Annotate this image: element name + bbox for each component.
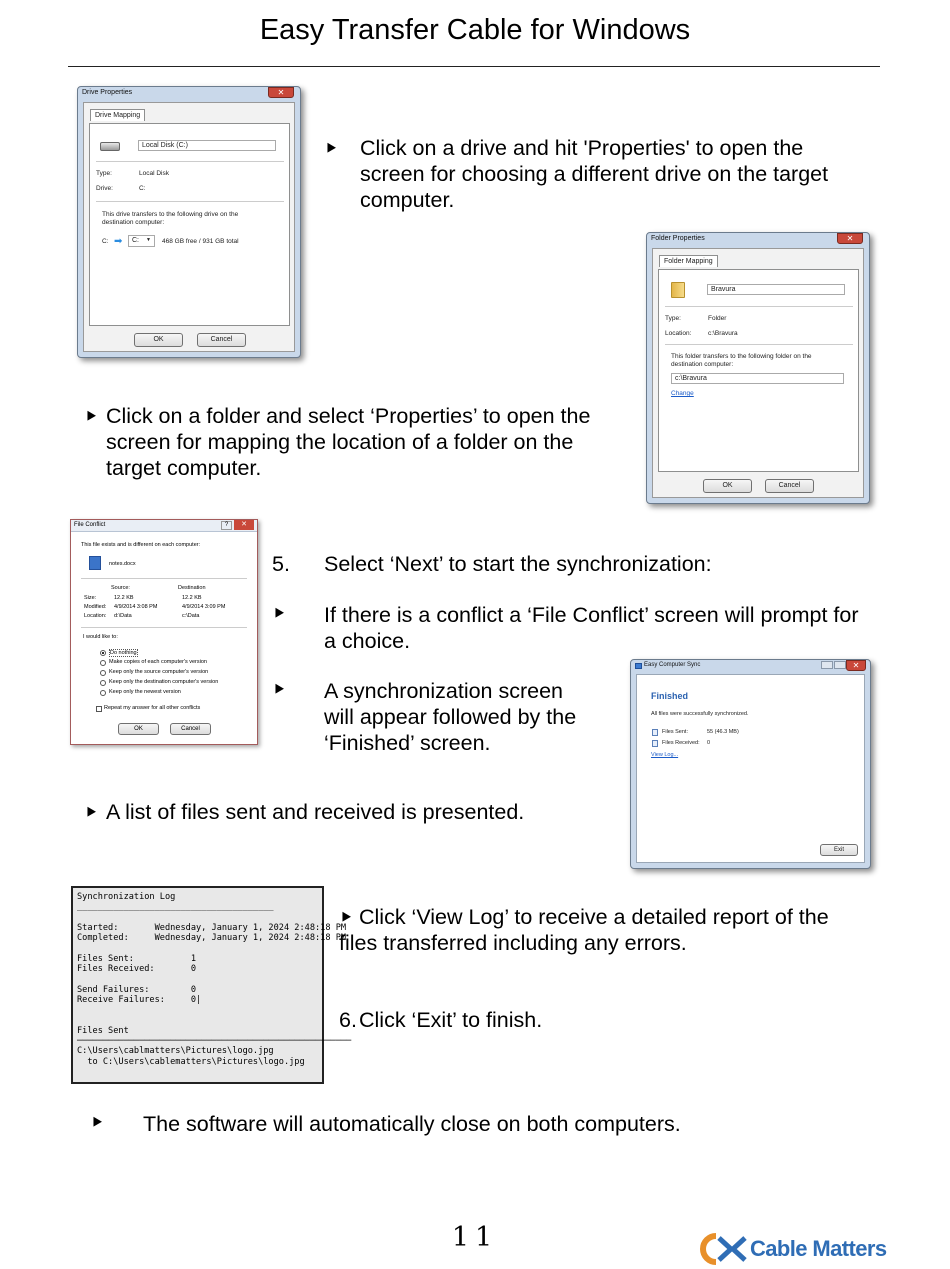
ok-button[interactable]: OK [134, 333, 183, 347]
destination-header: Destination [178, 585, 206, 591]
dialog-title: Drive Properties [82, 89, 133, 96]
file-conflict-dialog: File Conflict ? ✕ This file exists and is different on each computer: notes.docx Source: Destination Size: 12.2 KB 12.2 KB Modified: 4/9/2014 3:08 PM 4/9/2014 3:09 PM Location: d:\Data c:\Data I would like to: Do nothing Make copies of each computer's version Keep only the source computer's version Keep only the destination computer's version Keep only the newest version Repeat my answer for all other conflicts OK Cancel [70, 519, 258, 745]
step-6-text: Click ‘Exit’ to finish. [359, 1008, 543, 1032]
step-5-number: 5. [272, 552, 290, 576]
mapping-description: This drive transfers to the following drive on the destination computer: [102, 211, 239, 226]
radio-icon [100, 690, 106, 696]
title-divider [68, 66, 880, 67]
destination-folder-field[interactable]: c:\Bravura [671, 373, 844, 384]
dialog-body [652, 248, 864, 498]
drive-label: Drive: [96, 185, 113, 192]
chevron-down-icon: ▼ [146, 237, 151, 243]
type-label: Type: [665, 315, 681, 322]
drive-icon [100, 142, 120, 151]
source-header: Source: [111, 585, 130, 591]
sync-screen-instruction: A synchronization screen will appear followed by the ‘Finished’ screen. [324, 679, 577, 755]
cable-matters-logo [699, 1232, 887, 1266]
dialog-body [636, 674, 865, 863]
type-value: Local Disk [139, 170, 169, 177]
files-received-value: 0 [707, 740, 711, 746]
modified-label: Modified: [84, 604, 107, 610]
ok-button[interactable]: OK [118, 723, 159, 735]
file-name: notes.docx [109, 561, 136, 567]
minimize-button[interactable] [821, 661, 833, 669]
radio-selected-icon [100, 650, 106, 656]
maximize-button[interactable] [834, 661, 846, 669]
cancel-button[interactable]: Cancel [170, 723, 211, 735]
change-link[interactable]: Change [671, 390, 694, 397]
bullet-arrow-icon: ⯈ [84, 407, 99, 427]
drive-properties-dialog [77, 86, 301, 358]
divider [81, 578, 247, 579]
brand-name: Cable Matters [750, 1236, 887, 1261]
close-button[interactable]: ✕ [837, 233, 863, 244]
repeat-checkbox[interactable] [96, 706, 102, 712]
prompt-label: I would like to: [83, 634, 118, 640]
type-value: Folder [708, 315, 727, 322]
divider [96, 201, 284, 202]
files-sent-label: Files Sent: [662, 729, 688, 735]
tab-drive-mapping[interactable]: Drive Mapping [90, 109, 145, 121]
document-icon [89, 556, 101, 570]
arrow-right-icon: ➡ [114, 236, 123, 247]
view-log-instruction [339, 904, 864, 956]
location-source: d:\Data [114, 613, 132, 619]
files-sent-value: 55 (46.3 MB) [707, 729, 739, 735]
radio-icon [100, 670, 106, 676]
size-label: Size: [84, 595, 97, 601]
folder-properties-dialog [646, 232, 870, 504]
type-label: Type: [96, 170, 112, 177]
dialog-body [83, 102, 295, 352]
view-log-link[interactable]: View Log... [651, 752, 679, 758]
location-destination: c:\Data [182, 613, 200, 619]
tab-page [658, 269, 859, 472]
bullet-arrow-icon: ⯈ [272, 604, 287, 624]
ok-button[interactable]: OK [703, 479, 752, 493]
divider [81, 627, 247, 628]
instruction-text: Click ‘View Log’ to receive a detailed report of the files transferred including any errors. [339, 905, 829, 955]
files-sent-icon [652, 729, 658, 736]
list-files-instruction [84, 799, 624, 825]
step-6-number: 6. [339, 1008, 357, 1032]
bullet-arrow-icon: ⯈ [339, 908, 354, 928]
folder-name-field[interactable]: Bravura [707, 284, 845, 295]
app-icon [635, 663, 642, 669]
bullet-arrow-icon: ⯈ [90, 1113, 105, 1133]
mapping-description: This folder transfers to the following folder on the destination computer: [671, 353, 812, 368]
finished-dialog [630, 659, 871, 869]
close-button[interactable]: ✕ [234, 520, 254, 530]
page-title: Easy Transfer Cable for Windows [259, 14, 691, 46]
instruction-text: A list of files sent and received is presented. [106, 800, 525, 824]
synchronization-log: Synchronization Log ______________________________________ Started: Wednesday, January 1, 2024 2:48:18 PM Completed: Wednesday, January 1, 2024 2:48:18 PM Files Sent: 1 Files Received: 0 Send Failures: 0 Receive Failures: 0| Files Sent ───────────────────────────────────────────────────── C:\Users\cablmatters\Pictures\logo.jpg to C:\Users\cablematters\Pictures\logo.jpg [71, 886, 324, 1084]
modified-source: 4/9/2014 3:08 PM [114, 604, 158, 610]
dialog-title: Folder Properties [651, 235, 705, 242]
divider [665, 344, 853, 345]
destination-drive-select[interactable]: C: ▼ [128, 235, 155, 247]
source-drive: C: [102, 238, 109, 245]
location-label: Location: [84, 613, 107, 619]
size-source: 12.2 KB [114, 595, 134, 601]
divider [96, 161, 284, 162]
finished-subtitle: All files were successfully synchronized. [651, 711, 749, 717]
close-button[interactable]: ✕ [846, 660, 866, 671]
dialog-title: File Conflict [74, 522, 106, 528]
instruction-text: Click on a folder and select ‘Properties’ to open the screen for mapping the location of a folder on the target computer. [106, 404, 591, 480]
location-value: c:\Bravura [708, 330, 738, 337]
conflict-intro: This file exists and is different on each computer: [81, 542, 201, 548]
folder-icon [671, 282, 685, 298]
finished-heading: Finished [651, 691, 689, 701]
files-received-label: Files Received: [662, 740, 700, 746]
step-5-text: Select ‘Next’ to start the synchronization: [324, 552, 712, 576]
instruction-text: Click on a drive and hit 'Properties' to open the screen for choosing a different drive on the target computer. [360, 136, 829, 212]
dialog-title: Easy Computer Sync [644, 662, 701, 668]
radio-icon [100, 660, 106, 666]
tab-page [89, 123, 290, 326]
bullet-arrow-icon: ⯈ [272, 680, 287, 700]
modified-destination: 4/9/2014 3:09 PM [182, 604, 226, 610]
size-destination: 12.2 KB [182, 595, 202, 601]
cancel-button[interactable]: Cancel [765, 479, 814, 493]
folder-properties-instruction [84, 403, 624, 481]
close-button[interactable]: ✕ [268, 87, 294, 98]
bullet-arrow-icon: ⯈ [84, 803, 99, 823]
bullet-arrow-icon: ⯈ [324, 139, 339, 159]
help-button[interactable]: ? [221, 521, 232, 530]
conflict-instruction: If there is a conflict a ‘File Conflict’ screen will prompt for a choice. [324, 603, 859, 653]
page-number: 11 [451, 1222, 499, 1253]
cable-matters-logo-icon [699, 1232, 753, 1266]
auto-close-instruction: The software will automatically close on both computers. [143, 1112, 681, 1136]
repeat-label: Repeat my answer for all other conflicts [104, 705, 201, 711]
tab-folder-mapping[interactable]: Folder Mapping [659, 255, 718, 267]
divider [665, 306, 853, 307]
drive-name-field[interactable]: Local Disk (C:) [138, 140, 276, 151]
drive-properties-instruction [324, 135, 844, 213]
radio-icon [100, 680, 106, 686]
files-received-icon [652, 740, 658, 747]
exit-button[interactable]: Exit [820, 844, 858, 856]
drive-value: C: [139, 185, 146, 192]
cancel-button[interactable]: Cancel [197, 333, 246, 347]
free-space: 468 GB free / 931 GB total [162, 238, 239, 245]
location-label: Location: [665, 330, 692, 337]
